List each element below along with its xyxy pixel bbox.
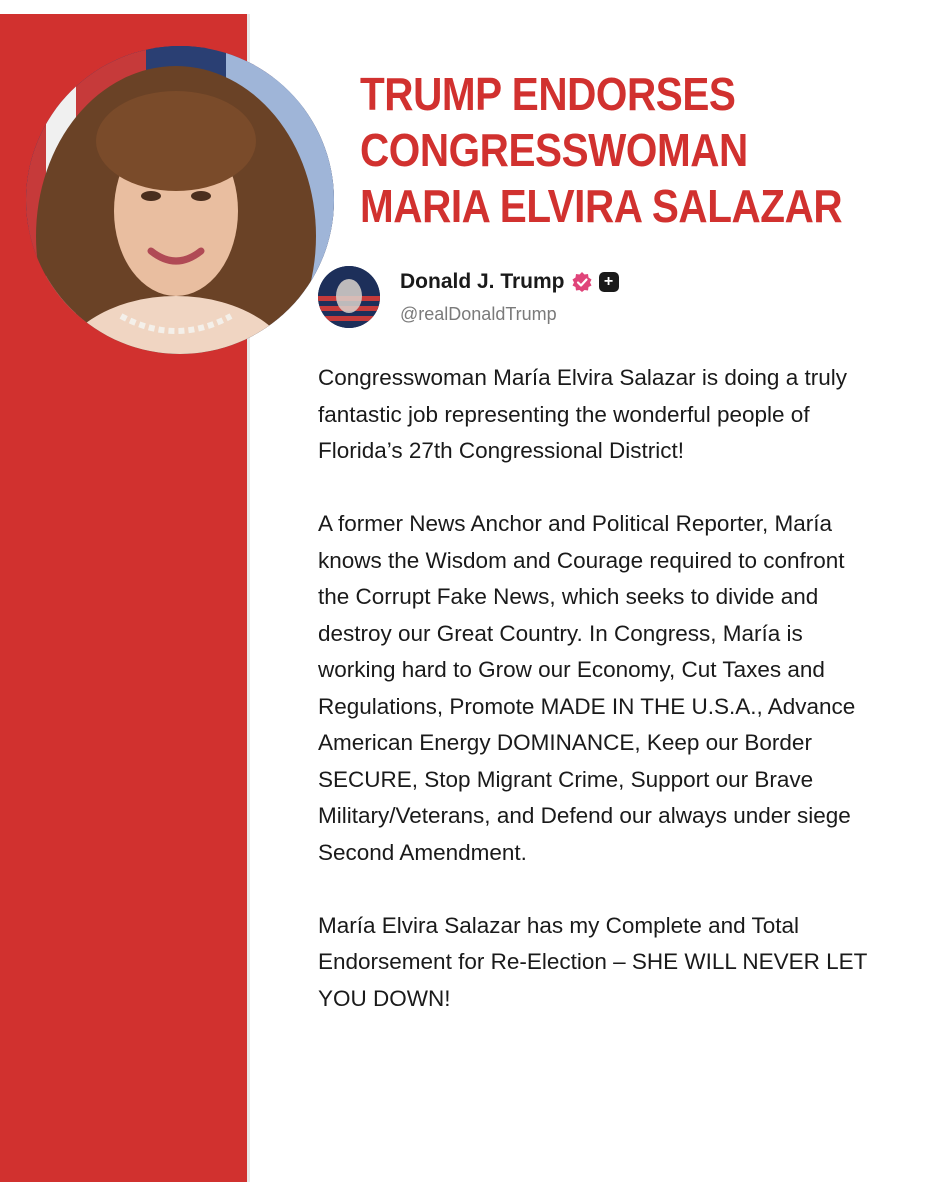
verified-badge-icon [571,271,593,293]
post-paragraph-2: A former News Anchor and Political Reporter, María knows the Wisdom and Courage required to confront the Corrupt Fake News, which seeks to divide and destroy our Great Country. In Congress, María is working hard to Grow our Economy, Cut Taxes and Regulations, Promote MADE IN THE U.S.A., Advance American Energy DOMINANCE, Keep our Border SECURE, Stop Migrant Crime, Support our Brave Military/Veterans, and Defend our always under siege Second Amendment. [318,511,856,865]
post-body [318,360,878,1054]
author-row [400,270,619,294]
plus-icon[interactable]: + [599,272,619,292]
headline-line-3: MARIA ELVIRA SALAZAR [360,180,843,232]
headline-line-1: TRUMP ENDORSES [360,68,736,120]
endorsement-headline [360,66,842,234]
author-handle[interactable]: @realDonaldTrump [400,304,557,324]
headline-line-2: CONGRESSWOMAN [360,124,748,176]
candidate-portrait-photo [26,46,334,354]
author-name[interactable]: Donald J. Trump [400,270,565,293]
post-paragraph-1: Congresswoman María Elvira Salazar is doing a truly fantastic job representing the wonderful people of Florida’s 27th Congressional District! [318,365,847,463]
post-paragraph-3: María Elvira Salazar has my Complete and Total Endorsement for Re-Election – SHE WILL NEVER LET YOU DOWN! [318,912,867,1011]
avatar[interactable] [318,266,380,328]
